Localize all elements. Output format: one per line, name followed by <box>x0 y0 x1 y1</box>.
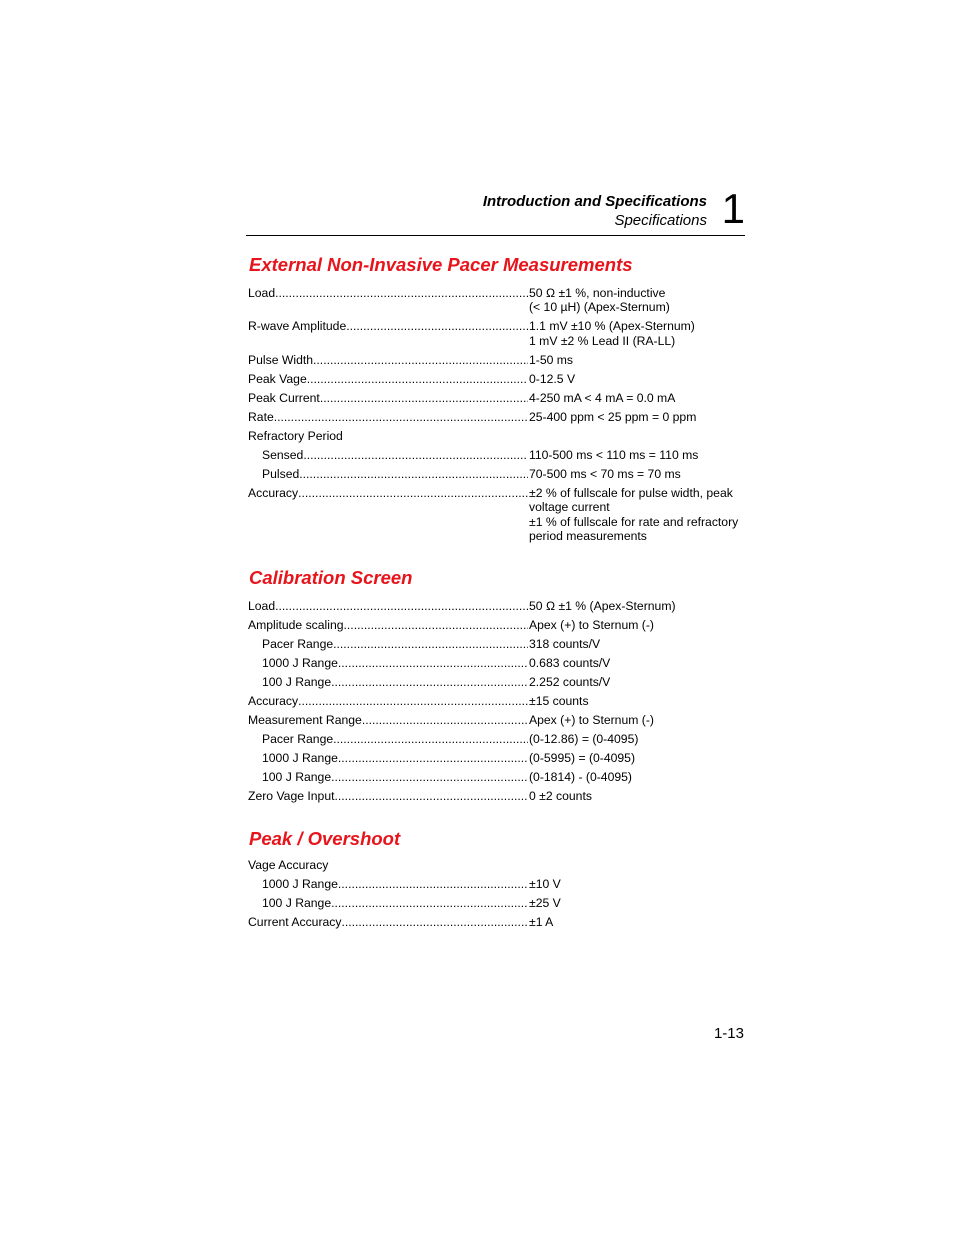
spec-label: 100 J Range <box>262 770 332 784</box>
spec-value-line: 110-500 ms < 110 ms = 110 ms <box>529 447 699 462</box>
spec-label-cell <box>248 637 528 651</box>
spec-label-cell <box>248 429 528 443</box>
spec-label: 1000 J Range <box>262 751 338 765</box>
spec-row <box>248 713 748 727</box>
spec-value-line: ±1 % of fullscale for rate and refractory <box>529 514 739 529</box>
spec-value <box>528 915 748 929</box>
section-heading-peak: Peak / Overshoot <box>249 828 401 849</box>
spec-value-line: 1-50 ms <box>529 352 574 367</box>
spec-value-line: 25-400 ppm < 25 ppm = 0 ppm <box>529 409 697 424</box>
spec-value <box>528 789 748 803</box>
spec-list-peak <box>248 858 748 929</box>
spec-value-line: ±10 V <box>529 877 561 891</box>
spec-row <box>248 694 748 708</box>
dot-leader <box>298 694 528 708</box>
spec-value-line: 318 counts/V <box>529 637 601 651</box>
spec-row <box>248 410 748 424</box>
spec-label-cell <box>248 896 528 910</box>
spec-row <box>248 637 748 651</box>
dot-leader <box>333 732 528 746</box>
spec-label-cell <box>248 319 528 348</box>
spec-label-cell <box>248 751 528 765</box>
spec-value <box>528 713 748 727</box>
spec-label-cell <box>248 599 528 613</box>
spec-label-cell <box>248 656 528 670</box>
spec-row <box>248 391 748 405</box>
dot-leader <box>333 637 528 651</box>
spec-list-pacer <box>248 286 748 543</box>
spec-label: Rate <box>248 409 274 424</box>
spec-label-cell <box>248 915 528 929</box>
spec-row <box>248 599 748 613</box>
spec-value <box>528 448 748 462</box>
spec-value-line: 0 ±2 counts <box>529 789 592 803</box>
spec-label: Sensed <box>262 447 304 462</box>
spec-row <box>248 448 748 462</box>
spec-label: Pacer Range <box>262 637 334 651</box>
spec-value <box>528 319 748 348</box>
spec-value <box>528 675 748 689</box>
section-subtitle: Specifications <box>614 212 707 229</box>
spec-value <box>528 858 748 872</box>
dot-leader <box>299 467 528 481</box>
dot-leader <box>320 391 528 405</box>
spec-label: Pacer Range <box>262 732 334 746</box>
dot-leader <box>362 713 528 727</box>
spec-label-cell <box>248 286 528 315</box>
spec-row <box>248 751 748 765</box>
spec-row <box>248 286 748 315</box>
spec-row <box>248 486 748 544</box>
spec-row <box>248 732 748 746</box>
spec-value-line: (< 10 µH) (Apex-Sternum) <box>529 300 670 315</box>
spec-row <box>248 656 748 670</box>
spec-value-line: (0-5995) = (0-4095) <box>529 751 636 765</box>
dot-leader <box>346 319 528 348</box>
spec-label: Accuracy <box>248 485 299 500</box>
spec-value-line: 50 Ω ±1 %, non-inductive <box>529 286 666 300</box>
spec-value-line: 50 Ω ±1 % (Apex-Sternum) <box>529 599 676 613</box>
spec-value <box>528 877 748 891</box>
spec-label: Pulse Width <box>248 352 314 367</box>
spec-value-line: ±2 % of fullscale for pulse width, peak <box>529 485 733 500</box>
spec-value <box>528 599 748 613</box>
spec-label-cell <box>248 391 528 405</box>
spec-label-cell <box>248 448 528 462</box>
spec-label-cell <box>248 770 528 784</box>
spec-value-line: (0-12.86) = (0-4095) <box>529 732 639 746</box>
spec-label-cell <box>248 467 528 481</box>
spec-value-line: 70-500 ms < 70 ms = 70 ms <box>529 466 681 481</box>
spec-value <box>528 286 748 315</box>
spec-label-cell <box>248 789 528 803</box>
spec-list-calibration <box>248 599 748 803</box>
spec-row <box>248 429 748 443</box>
spec-label: Vage Accuracy <box>248 858 329 872</box>
spec-value-line: voltage current <box>529 500 610 515</box>
dot-leader <box>313 353 528 367</box>
chapter-number: 1 <box>721 185 745 232</box>
spec-label: Peak Vage <box>248 371 307 386</box>
spec-value-line: ±25 V <box>529 896 561 910</box>
dot-leader <box>275 286 528 315</box>
spec-label-cell <box>248 353 528 367</box>
spec-label: Accuracy <box>248 694 299 708</box>
spec-row <box>248 618 748 632</box>
running-header <box>246 185 745 236</box>
dot-leader <box>274 410 528 424</box>
spec-label: Amplitude scaling <box>248 618 344 632</box>
dot-leader <box>331 770 528 784</box>
spec-value <box>528 656 748 670</box>
spec-label-cell <box>248 858 528 872</box>
spec-label-cell <box>248 486 528 544</box>
spec-label-cell <box>248 410 528 424</box>
dot-leader <box>307 372 528 386</box>
spec-value-line: 4-250 mA < 4 mA = 0.0 mA <box>529 390 676 405</box>
spec-row <box>248 915 748 929</box>
spec-row <box>248 675 748 689</box>
header-text <box>483 192 707 230</box>
spec-value-line: 0.683 counts/V <box>529 656 611 670</box>
spec-label: Peak Current <box>248 390 320 405</box>
spec-value <box>528 486 748 544</box>
spec-value <box>528 618 748 632</box>
section-heading-calibration: Calibration Screen <box>249 567 413 588</box>
dot-leader <box>303 448 528 462</box>
spec-label: Pulsed <box>262 466 300 481</box>
page-number: 1-13 <box>713 1025 744 1042</box>
spec-label: Load <box>248 286 276 300</box>
section-heading-pacer: External Non-Invasive Pacer Measurements <box>249 254 633 275</box>
spec-label: 100 J Range <box>262 896 332 910</box>
spec-label-cell <box>248 675 528 689</box>
spec-value-line: 2.252 counts/V <box>529 675 611 689</box>
dot-leader <box>344 618 528 632</box>
chapter-title: Introduction and Specifications <box>482 193 707 210</box>
spec-value <box>528 391 748 405</box>
spec-label: 1000 J Range <box>262 656 338 670</box>
spec-value <box>528 751 748 765</box>
spec-label-cell <box>248 877 528 891</box>
dot-leader <box>335 789 529 803</box>
spec-label-cell <box>248 694 528 708</box>
spec-row <box>248 372 748 386</box>
spec-value <box>528 429 748 443</box>
spec-value-line: ±15 counts <box>529 694 589 708</box>
spec-value <box>528 896 748 910</box>
spec-value-line: 1.1 mV ±10 % (Apex-Sternum) <box>529 319 695 334</box>
spec-value <box>528 410 748 424</box>
dot-leader <box>298 486 528 544</box>
dot-leader <box>275 599 528 613</box>
spec-label-cell <box>248 372 528 386</box>
spec-row <box>248 789 748 803</box>
spec-value-line: Apex (+) to Sternum (-) <box>529 618 654 632</box>
spec-row <box>248 770 748 784</box>
spec-value <box>528 353 748 367</box>
spec-label-cell <box>248 618 528 632</box>
spec-value-line: period measurements <box>529 529 647 544</box>
spec-label: Current Accuracy <box>248 915 342 929</box>
spec-value <box>528 372 748 386</box>
spec-value-line: ±1 A <box>529 915 554 929</box>
spec-value <box>528 467 748 481</box>
spec-value <box>528 732 748 746</box>
spec-label: 100 J Range <box>262 675 332 689</box>
dot-leader <box>341 915 528 929</box>
dot-leader <box>338 751 528 765</box>
dot-leader <box>331 675 528 689</box>
spec-label: R-wave Amplitude <box>248 319 347 334</box>
spec-row <box>248 896 748 910</box>
spec-value-line: 1 mV ±2 % Lead II (RA-LL) <box>529 333 676 348</box>
spec-value-line: Apex (+) to Sternum (-) <box>529 713 654 727</box>
spec-label-cell <box>248 732 528 746</box>
spec-label-cell <box>248 713 528 727</box>
spec-value <box>528 637 748 651</box>
spec-value <box>528 770 748 784</box>
spec-row <box>248 467 748 481</box>
spec-row <box>248 877 748 891</box>
spec-label: Refractory Period <box>248 428 343 443</box>
spec-row <box>248 319 748 348</box>
spec-label: Load <box>248 599 276 613</box>
spec-value <box>528 694 748 708</box>
spec-value-line: 0-12.5 V <box>529 371 576 386</box>
spec-row <box>248 353 748 367</box>
dot-leader <box>331 896 528 910</box>
spec-label: Zero Vage Input <box>248 789 335 803</box>
spec-value-line: (0-1814) - (0-4095) <box>529 770 632 784</box>
spec-label: Measurement Range <box>248 713 362 727</box>
dot-leader <box>338 656 528 670</box>
spec-label: 1000 J Range <box>262 877 338 891</box>
spec-row <box>248 858 748 872</box>
dot-leader <box>338 877 528 891</box>
